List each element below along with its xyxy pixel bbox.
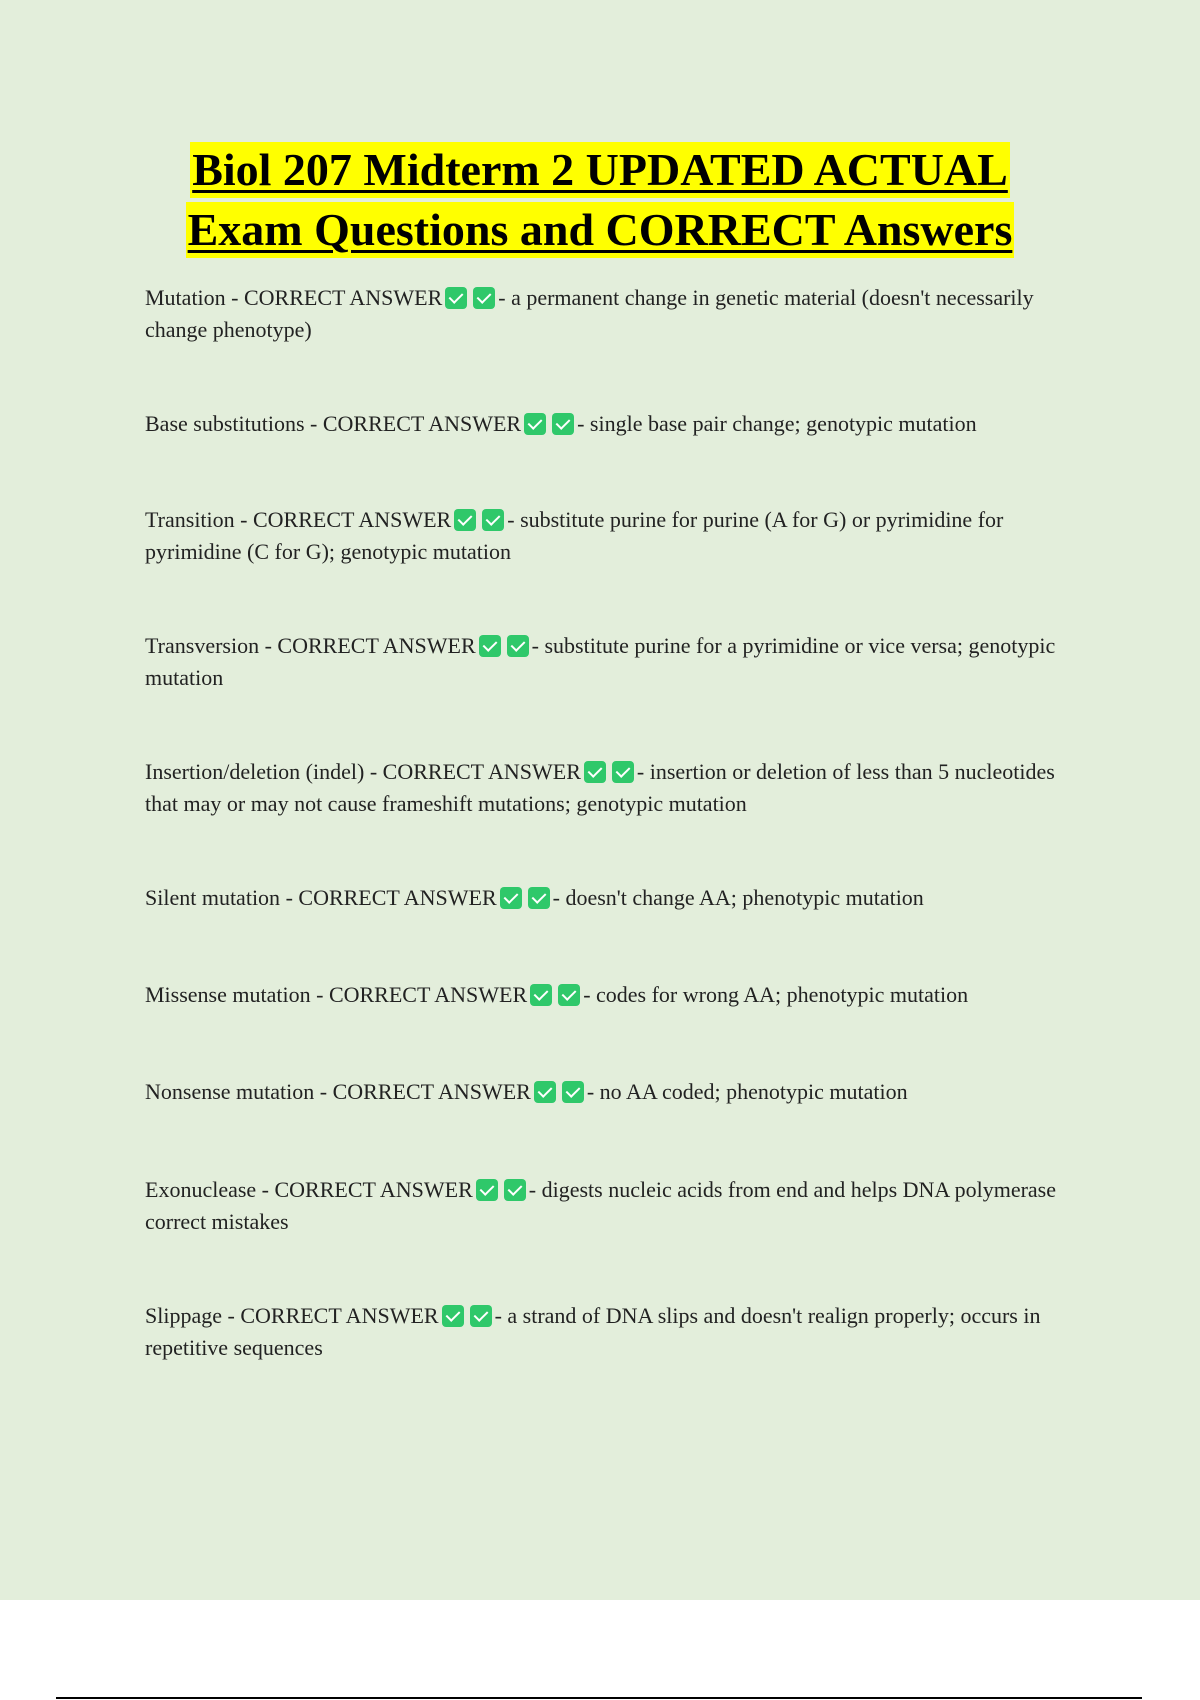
answer-label: CORRECT ANSWER [252, 507, 452, 532]
entry-term: Slippage [145, 1303, 222, 1328]
qa-entry: Nonsense mutation - CORRECT ANSWER - no AA coded; phenotypic mutation [145, 1079, 908, 1104]
entry-term: Exonuclease [145, 1177, 257, 1202]
title-line-1: Biol 207 Midterm 2 UPDATED ACTUAL [190, 142, 1010, 198]
entry-definition: doesn't change AA; phenotypic mutation [565, 885, 924, 910]
footer-divider [56, 1697, 1142, 1699]
green-checkmark-icon [552, 413, 574, 435]
qa-list [145, 282, 1080, 1364]
green-checkmark-icon [454, 509, 476, 531]
green-checkmark-icon [500, 887, 522, 909]
entry-definition: a strand of DNA slips and doesn't realign properly; occurs in repetitive sequences [145, 1303, 1041, 1360]
entry-definition: single base pair change; genotypic mutation [589, 411, 977, 436]
entry-term: Base substitutions [145, 411, 305, 436]
entry-definition: no AA coded; phenotypic mutation [599, 1079, 908, 1104]
qa-entry: Exonuclease - CORRECT ANSWER - digests nucleic acids from end and helps DNA polymerase correct mistakes [145, 1177, 1056, 1234]
green-checkmark-icon [534, 1081, 556, 1103]
entry-definition: substitute purine for purine (A for G) or pyrimidine for pyrimidine (C for G); genotypic mutation [145, 507, 1004, 564]
green-checkmark-icon [473, 287, 495, 309]
answer-label: CORRECT ANSWER [240, 1303, 439, 1328]
qa-entry: Base substitutions - CORRECT ANSWER - single base pair change; genotypic mutation [145, 411, 977, 436]
green-checkmark-icon [528, 887, 550, 909]
answer-label: CORRECT ANSWER [244, 285, 443, 310]
green-checkmark-icon [507, 635, 529, 657]
green-checkmark-icon [442, 1305, 464, 1327]
green-checkmark-icon [530, 984, 552, 1006]
qa-entry: Transition - CORRECT ANSWER - substitute purine for purine (A for G) or pyrimidine for pyrimidine (C for G); genotypic mutation [145, 507, 1004, 564]
entry-definition: codes for wrong AA; phenotypic mutation [596, 982, 969, 1007]
green-checkmark-icon [476, 1179, 498, 1201]
answer-label: CORRECT ANSWER [274, 1177, 473, 1202]
entry-term: Missense mutation [145, 982, 311, 1007]
document-title [0, 140, 1200, 260]
entry-term: Nonsense mutation [145, 1079, 315, 1104]
green-checkmark-icon [482, 509, 504, 531]
answer-label: CORRECT ANSWER [328, 982, 528, 1007]
qa-entry: Missense mutation - CORRECT ANSWER - codes for wrong AA; phenotypic mutation [145, 982, 969, 1007]
green-checkmark-icon [612, 761, 634, 783]
green-checkmark-icon [504, 1179, 526, 1201]
entry-term: Insertion/deletion (indel) [145, 759, 365, 784]
entry-definition: digests nucleic acids from end and helps DNA polymerase correct mistakes [145, 1177, 1056, 1234]
entry-term: Silent mutation [145, 885, 281, 910]
entry-term: Mutation [145, 285, 226, 310]
entry-term: Transition [145, 507, 235, 532]
title-line-2: Exam Questions and CORRECT Answers [186, 202, 1015, 258]
entry-definition: a permanent change in genetic material (doesn't necessarily change phenotype) [145, 285, 1034, 342]
qa-entry: Mutation - CORRECT ANSWER - a permanent change in genetic material (doesn't necessarily change phenotype) [145, 285, 1034, 342]
qa-entry: Insertion/deletion (indel) - CORRECT ANSWER - insertion or deletion of less than 5 nucleotides that may or may not cause frameshift mutations; genotypic mutation [145, 759, 1055, 816]
qa-entry: Transversion - CORRECT ANSWER - substitute purine for a pyrimidine or vice versa; genotypic mutation [145, 633, 1056, 690]
green-checkmark-icon [479, 635, 501, 657]
green-checkmark-icon [558, 984, 580, 1006]
answer-label: CORRECT ANSWER [277, 633, 476, 658]
green-checkmark-icon [524, 413, 546, 435]
entry-term: Transversion [145, 633, 260, 658]
qa-entry: Silent mutation - CORRECT ANSWER - doesn't change AA; phenotypic mutation [145, 885, 924, 910]
answer-label: CORRECT ANSWER [382, 759, 581, 784]
green-checkmark-icon [584, 761, 606, 783]
green-checkmark-icon [470, 1305, 492, 1327]
entry-definition: substitute purine for a pyrimidine or vice versa; genotypic mutation [145, 633, 1056, 690]
green-checkmark-icon [445, 287, 467, 309]
answer-label: CORRECT ANSWER [332, 1079, 531, 1104]
answer-label: CORRECT ANSWER [298, 885, 497, 910]
qa-entry: Slippage - CORRECT ANSWER - a strand of DNA slips and doesn't realign properly; occurs in repetitive sequences [145, 1303, 1041, 1360]
entry-definition: insertion or deletion of less than 5 nucleotides that may or may not cause frameshift mutations; genotypic mutation [145, 759, 1055, 816]
green-checkmark-icon [562, 1081, 584, 1103]
answer-label: CORRECT ANSWER [322, 411, 522, 436]
